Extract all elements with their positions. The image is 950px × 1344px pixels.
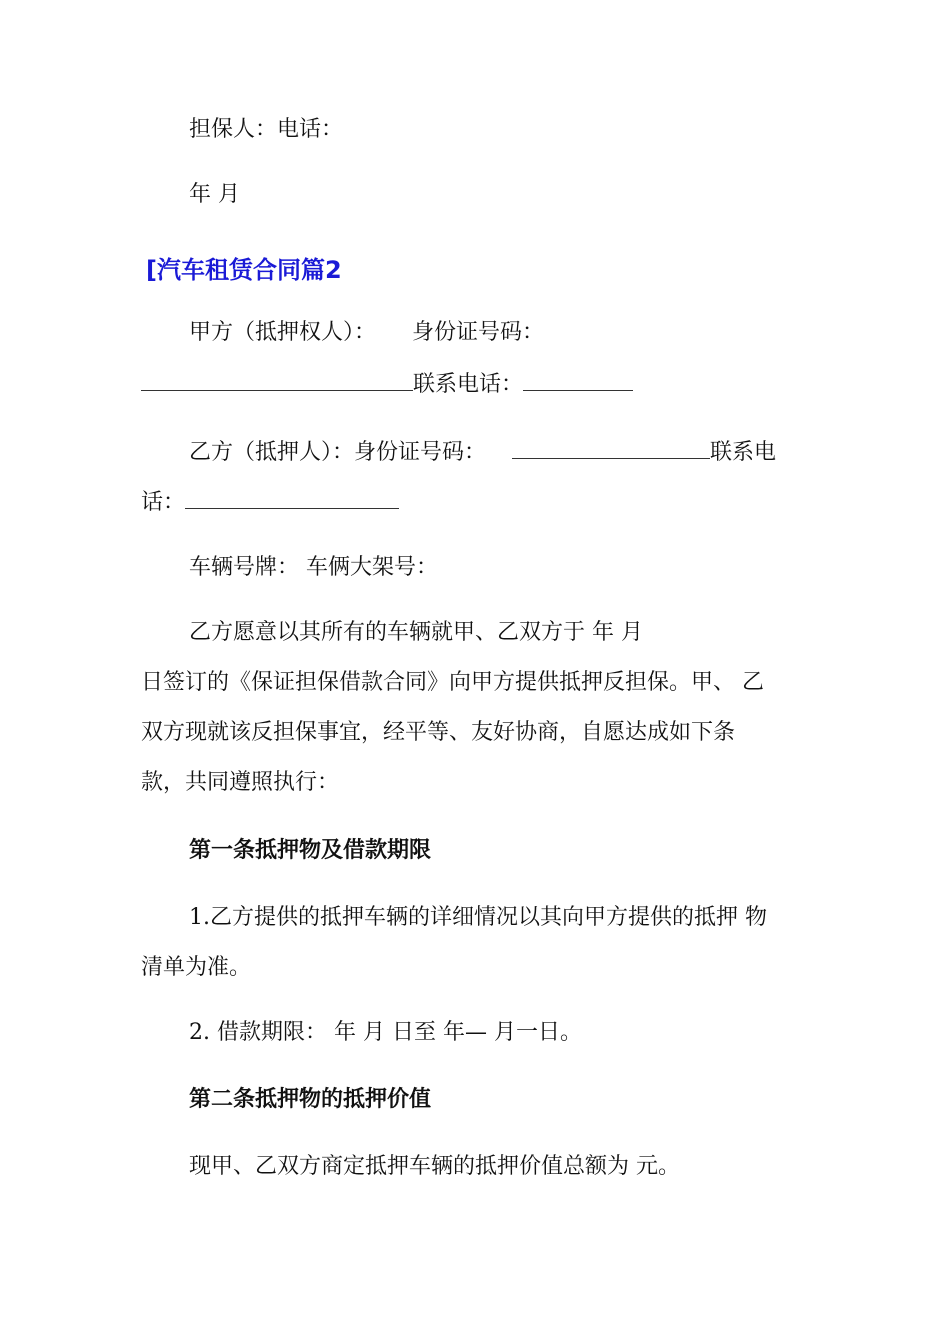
intro-line-2: 日签订的《保证担保借款合同》向甲方提供抵押反担保。甲、 乙 <box>141 670 764 695</box>
party-b-phone-blank <box>185 486 399 509</box>
intro-line-3: 双方现就该反担保事宜，经平等、友好协商，自愿达成如下条 <box>141 720 736 745</box>
party-a-phone-label: 联系电话： <box>413 372 524 397</box>
party-b-phone-label-cont: 话： <box>141 490 186 515</box>
party-b-phone-line <box>141 486 399 518</box>
section-title: [汽车租赁合同篇2 <box>146 256 342 284</box>
party-b-label: 乙方（抵押人）：身份证号码： <box>189 440 487 465</box>
article-1-title: 第一条抵押物及借款期限 <box>189 838 432 863</box>
vehicle-line: 车辆号牌： 车俩大架号： <box>189 555 438 580</box>
date-line: 年 月 <box>189 182 240 207</box>
party-a-id-label: 身份证号码： <box>412 320 545 345</box>
article-2-text: 现甲、乙双方商定抵押车辆的抵押价值总额为 元。 <box>189 1154 680 1179</box>
party-a-id-blank <box>141 368 413 391</box>
article-1-item-1: 1.乙方提供的抵押车辆的详细情况以其向甲方提供的抵押 物 <box>189 905 767 930</box>
guarantor-line: 担保人：电话： <box>189 117 344 142</box>
article-1-item-2: 2. 借款期限： 年 月 日至 年— 月一日。 <box>189 1020 582 1045</box>
article-2-title: 第二条抵押物的抵押价值 <box>189 1087 432 1112</box>
article-1-item-1-cont: 清单为准。 <box>141 955 252 980</box>
party-a-phone-line <box>141 368 633 400</box>
party-a-phone-blank <box>523 368 633 391</box>
intro-line-4: 款，共同遵照执行： <box>141 770 340 795</box>
party-b-id-blank <box>512 436 710 459</box>
party-b-phone-label: 联系电 <box>710 440 777 465</box>
party-b-line <box>189 436 776 468</box>
party-a-line <box>189 318 544 348</box>
intro-line-1: 乙方愿意以其所有的车辆就甲、乙双方于 年 月 <box>189 620 643 645</box>
party-a-label: 甲方（抵押权人）： <box>189 320 377 345</box>
